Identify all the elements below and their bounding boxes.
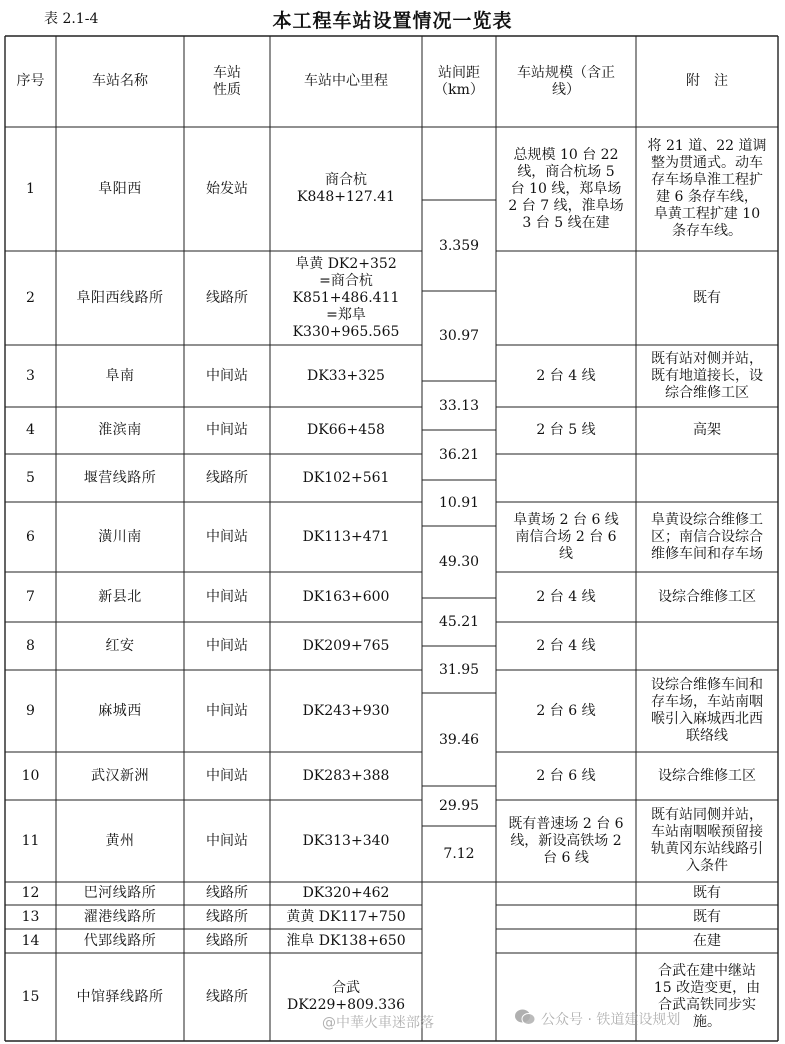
row-2-nature-text: 线路所 [206, 289, 248, 306]
row-13-mileage-text: 黄黄 DK117+750 [286, 908, 406, 925]
row-14-note-text: 在建 [693, 932, 721, 949]
row-12-seq [5, 882, 56, 905]
row-8-scale-text: 2 台 4 线 [536, 637, 596, 654]
row-8-nature-text: 中间站 [206, 637, 248, 654]
station-distance: 7.12 [443, 846, 475, 862]
row-10-name [56, 752, 184, 800]
row-1-name-text: 阜阳西 [98, 180, 142, 197]
row-3-scale [496, 345, 636, 407]
row-5-nature [184, 454, 270, 502]
row-14-nature [184, 929, 270, 953]
row-3-note [636, 345, 778, 407]
row-14-name [56, 929, 184, 953]
row-6-name-text: 潢川南 [98, 528, 142, 545]
header-note-text: 附 注 [686, 73, 728, 89]
row-15-name-text: 中馆驿线路所 [76, 988, 164, 1005]
row-3-seq [5, 345, 56, 407]
header-nature [184, 36, 270, 127]
row-7-seq [5, 572, 56, 622]
row-9-seq [5, 670, 56, 752]
row-6-scale [496, 502, 636, 572]
row-13-note [636, 905, 778, 929]
row-10-seq [5, 752, 56, 800]
row-6-nature-text: 中间站 [206, 528, 248, 545]
row-9-scale-text: 2 台 6 线 [536, 702, 596, 719]
weibo-watermark: @中華火車迷部落 [322, 1015, 434, 1031]
row-8-seq [5, 622, 56, 670]
row-5-mileage-text: DK102+561 [302, 469, 390, 486]
row-2-mileage [270, 251, 422, 345]
row-4-seq [5, 407, 56, 454]
row-11-name [56, 800, 184, 882]
row-5-nature-text: 线路所 [206, 469, 248, 486]
row-2-name-text: 阜阳西线路所 [76, 289, 164, 306]
row-13-name [56, 905, 184, 929]
row-1-note-text: 将 21 道、22 道调 整为贯通式。动车 存车场阜淮工程扩 建 6 条存车线， 阜黄工程扩建 10 条存车线。 [647, 138, 767, 239]
row-2-seq [5, 251, 56, 345]
row-2-nature [184, 251, 270, 345]
row-9-scale [496, 670, 636, 752]
row-3-mileage-text: DK33+325 [307, 367, 385, 384]
row-13-seq-text: 13 [21, 908, 40, 925]
header-distance-text: 站间距 （km） [434, 64, 484, 98]
row-7-name [56, 572, 184, 622]
station-distance: 29.95 [438, 798, 480, 814]
header-seq [5, 36, 56, 127]
row-14-scale [496, 929, 636, 953]
row-11-nature-text: 中间站 [206, 832, 248, 849]
row-5-mileage [270, 454, 422, 502]
row-11-scale [496, 800, 636, 882]
row-3-name-text: 阜南 [105, 367, 135, 384]
row-5-note [636, 454, 778, 502]
table-number-label: 表 2.1-4 [44, 11, 99, 27]
row-7-mileage [270, 572, 422, 622]
row-6-note-text: 阜黄设综合维修工 区；南信合设综合 维修车间和存车场 [651, 511, 763, 562]
row-13-nature [184, 905, 270, 929]
row-2-name [56, 251, 184, 345]
row-4-mileage [270, 407, 422, 454]
station-distance: 36.21 [438, 447, 480, 463]
row-12-note-text: 既有 [693, 885, 721, 901]
row-10-scale-text: 2 台 6 线 [536, 767, 596, 784]
header-scale [496, 36, 636, 127]
row-4-note-text: 高架 [693, 422, 721, 438]
row-8-scale [496, 622, 636, 670]
row-11-name-text: 黄州 [105, 832, 135, 849]
row-8-nature [184, 622, 270, 670]
row-3-name [56, 345, 184, 407]
row-9-note [636, 670, 778, 752]
row-4-scale-text: 2 台 5 线 [536, 422, 596, 438]
row-7-mileage-text: DK163+600 [302, 588, 390, 605]
row-14-note [636, 929, 778, 953]
header-mileage [270, 36, 422, 127]
row-9-mileage-text: DK243+930 [302, 702, 390, 719]
row-3-mileage [270, 345, 422, 407]
station-distance: 31.95 [438, 661, 480, 678]
wechat-watermark: 公众号 · 铁道建设规划 [541, 1012, 681, 1028]
row-4-note [636, 407, 778, 454]
row-12-name-text: 巴河线路所 [83, 885, 157, 901]
row-14-name-text: 代郢线路所 [83, 932, 157, 949]
row-1-note [636, 127, 778, 251]
row-2-seq-text: 2 [26, 289, 35, 306]
row-13-seq [5, 905, 56, 929]
row-9-nature-text: 中间站 [206, 702, 248, 719]
row-9-name [56, 670, 184, 752]
row-8-note [636, 622, 778, 670]
row-13-mileage [270, 905, 422, 929]
row-11-nature [184, 800, 270, 882]
row-1-scale-text: 总规模 10 台 22 线，商合杭场 5 台 10 线，郑阜场 2 台 7 线，淮阜场 3 台 5 线在建 [508, 146, 624, 231]
row-7-nature [184, 572, 270, 622]
wechat-icon [514, 1008, 536, 1026]
row-3-nature-text: 中间站 [206, 367, 248, 384]
row-3-note-text: 既有站对侧并站， 既有地道接长，设 综合维修工区 [651, 350, 763, 401]
row-13-nature-text: 线路所 [206, 908, 248, 925]
row-14-seq-text: 14 [21, 932, 40, 949]
row-8-mileage-text: DK209+765 [302, 637, 390, 654]
station-distance: 45.21 [438, 614, 480, 630]
row-15-seq-text: 15 [21, 988, 40, 1005]
row-14-mileage [270, 929, 422, 953]
row-5-seq [5, 454, 56, 502]
row-4-name [56, 407, 184, 454]
row-15-nature [184, 953, 270, 1041]
row-6-note [636, 502, 778, 572]
row-10-note-text: 设综合维修工区 [658, 767, 756, 784]
header-note [636, 36, 778, 127]
station-distance: 33.13 [438, 397, 480, 414]
row-12-note [636, 882, 778, 905]
row-2-mileage-text: 阜黄 DK2+352 =商合杭 K851+486.411 =郑阜 K330+965.565 [292, 255, 400, 340]
header-seq-text: 序号 [16, 73, 45, 89]
row-11-mileage [270, 800, 422, 882]
row-6-nature [184, 502, 270, 572]
row-9-nature [184, 670, 270, 752]
row-9-seq-text: 9 [26, 702, 35, 719]
row-15-name [56, 953, 184, 1041]
row-4-nature [184, 407, 270, 454]
row-9-mileage [270, 670, 422, 752]
row-4-scale [496, 407, 636, 454]
row-13-note-text: 既有 [693, 908, 721, 925]
row-10-mileage-text: DK283+388 [302, 767, 390, 784]
header-distance [422, 36, 496, 127]
table-title: 本工程车站设置情况一览表 [272, 10, 513, 32]
row-1-scale [496, 127, 636, 251]
row-11-mileage-text: DK313+340 [302, 832, 390, 849]
row-11-note-text: 既有站同侧并站， 车站南咽喉预留接 轨黄冈东站线路引 入条件 [651, 807, 763, 874]
row-13-name-text: 濯港线路所 [83, 908, 157, 925]
row-6-mileage [270, 502, 422, 572]
row-7-name-text: 新县北 [98, 588, 142, 605]
row-7-seq-text: 7 [26, 588, 35, 605]
station-distance: 39.46 [438, 731, 480, 748]
header-scale-text: 车站规模（含正 线） [517, 64, 615, 98]
row-5-seq-text: 5 [26, 469, 35, 486]
row-12-mileage-text: DK320+462 [302, 885, 390, 901]
row-1-nature-text: 始发站 [206, 180, 248, 197]
row-11-seq-text: 11 [21, 832, 40, 849]
station-distance: 3.359 [438, 237, 480, 254]
header-mileage-text: 车站中心里程 [304, 73, 388, 89]
row-3-nature [184, 345, 270, 407]
row-12-nature [184, 882, 270, 905]
row-2-note-text: 既有 [693, 289, 721, 306]
row-10-note [636, 752, 778, 800]
row-1-nature [184, 127, 270, 251]
row-7-note-text: 设综合维修工区 [658, 588, 756, 605]
row-7-scale-text: 2 台 4 线 [536, 588, 596, 605]
row-12-mileage [270, 882, 422, 905]
row-6-mileage-text: DK113+471 [302, 528, 390, 545]
row-14-seq [5, 929, 56, 953]
row-11-note [636, 800, 778, 882]
header-name-text: 车站名称 [92, 73, 148, 89]
row-5-name [56, 454, 184, 502]
row-10-scale [496, 752, 636, 800]
row-2-scale [496, 251, 636, 345]
row-6-seq-text: 6 [26, 528, 35, 545]
row-8-name [56, 622, 184, 670]
row-9-note-text: 设综合维修车间和 存车场，车站南咽 喉引入麻城西北西 联络线 [651, 677, 763, 744]
row-15-nature-text: 线路所 [206, 988, 248, 1005]
row-6-name [56, 502, 184, 572]
row-2-note [636, 251, 778, 345]
row-1-seq-text: 1 [26, 180, 35, 197]
row-10-seq-text: 10 [21, 767, 40, 784]
row-14-nature-text: 线路所 [206, 932, 248, 949]
row-4-mileage-text: DK66+458 [307, 422, 385, 438]
row-8-seq-text: 8 [26, 637, 35, 654]
row-13-scale [496, 905, 636, 929]
station-distance: 10.91 [438, 495, 480, 511]
row-7-nature-text: 中间站 [206, 588, 248, 605]
row-3-scale-text: 2 台 4 线 [536, 367, 596, 384]
row-7-scale [496, 572, 636, 622]
row-8-mileage [270, 622, 422, 670]
row-15-note-text: 合武在建中继站 15 改造变更，由 合武高铁同步实 施。 [653, 963, 761, 1030]
row-4-name-text: 淮滨南 [98, 422, 142, 438]
row-10-nature-text: 中间站 [206, 767, 248, 784]
row-10-nature [184, 752, 270, 800]
row-3-seq-text: 3 [26, 367, 35, 384]
row-1-name [56, 127, 184, 251]
row-8-name-text: 红安 [105, 637, 135, 654]
row-1-mileage [270, 127, 422, 251]
row-9-name-text: 麻城西 [98, 702, 142, 719]
row-5-name-text: 堰营线路所 [83, 469, 157, 486]
row-15-seq [5, 953, 56, 1041]
row-15-mileage-text: 合武 DK229+809.336 [286, 980, 406, 1013]
row-11-seq [5, 800, 56, 882]
row-12-scale [496, 882, 636, 905]
row-14-mileage-text: 淮阜 DK138+650 [286, 932, 406, 949]
row-11-scale-text: 既有普速场 2 台 6 线，新设高铁场 2 台 6 线 [508, 815, 624, 866]
row-1-mileage-text: 商合杭 K848+127.41 [297, 172, 395, 205]
row-6-seq [5, 502, 56, 572]
station-distance: 49.30 [438, 554, 480, 570]
row-10-mileage [270, 752, 422, 800]
row-5-scale [496, 454, 636, 502]
header-nature-text: 车站 性质 [213, 64, 241, 98]
row-1-seq [5, 127, 56, 251]
row-6-scale-text: 阜黄场 2 台 6 线 南信合场 2 台 6 线 [513, 511, 619, 562]
row-4-nature-text: 中间站 [206, 422, 248, 438]
row-12-nature-text: 线路所 [206, 885, 248, 901]
row-12-name [56, 882, 184, 905]
row-7-note [636, 572, 778, 622]
station-distance: 30.97 [438, 328, 480, 344]
header-name [56, 36, 184, 127]
row-10-name-text: 武汉新洲 [91, 767, 149, 784]
row-12-seq-text: 12 [21, 885, 40, 901]
row-4-seq-text: 4 [26, 422, 35, 438]
